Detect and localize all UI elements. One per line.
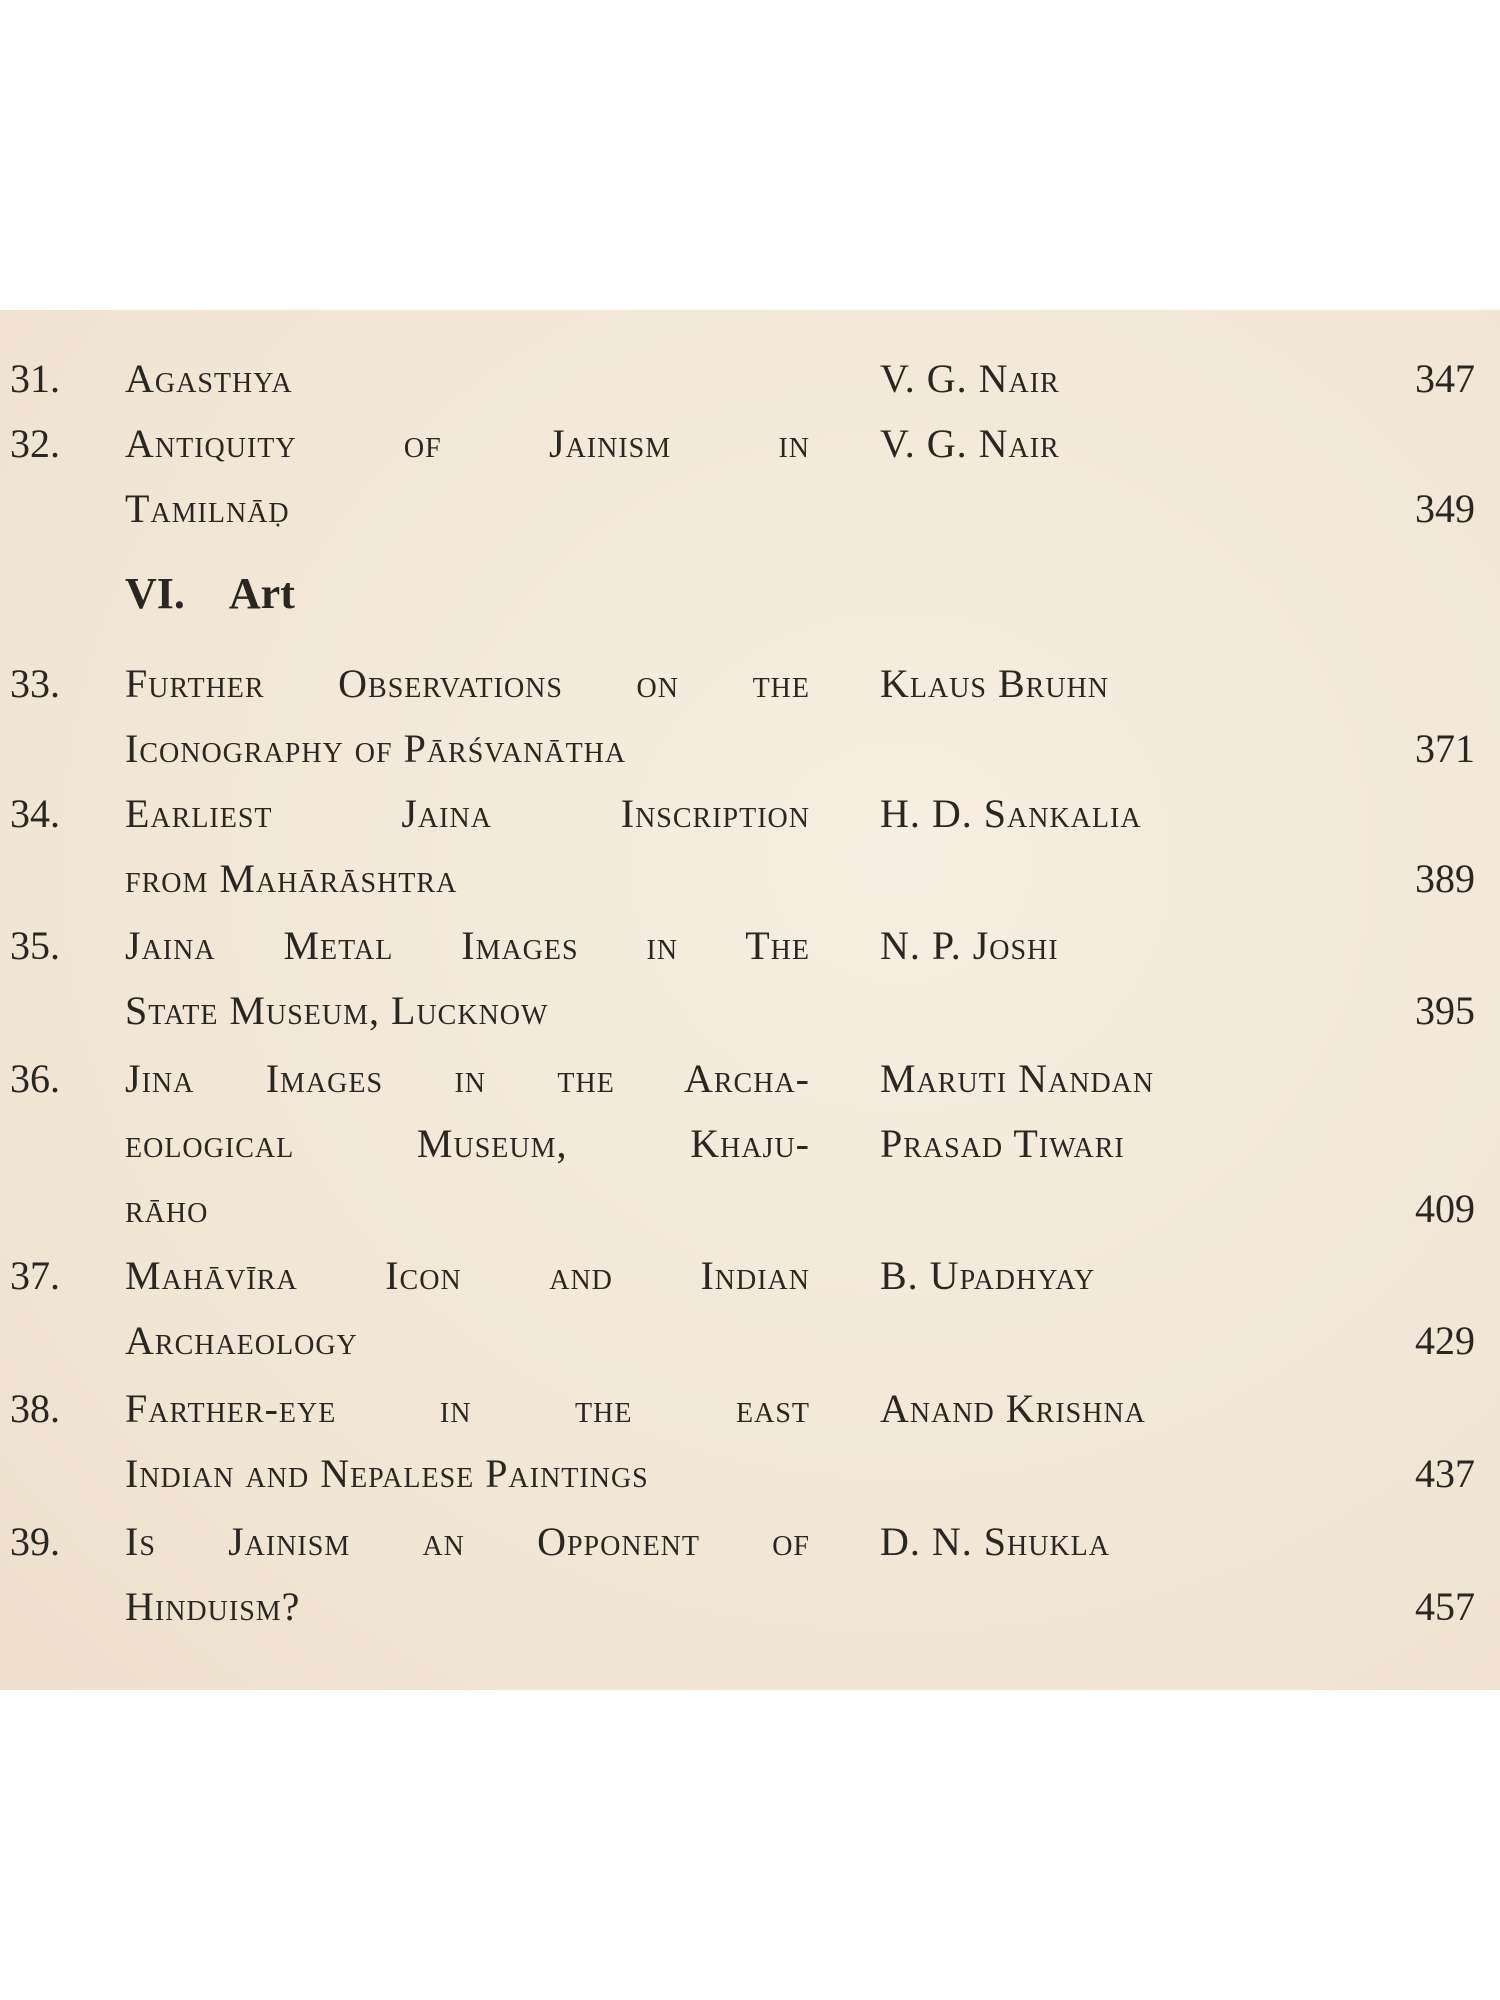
entry-title: from Mahārāshtra <box>125 856 458 901</box>
entry-title: Agasthya <box>125 356 293 401</box>
section-label: Art <box>228 569 295 618</box>
entry-page: 395 <box>1415 988 1475 1033</box>
entry-title: Iconography of Pārśvanātha <box>125 726 627 771</box>
entry-page: 349 <box>1415 486 1475 531</box>
entry-page: 409 <box>1415 1186 1475 1231</box>
section-heading <box>125 568 295 620</box>
entry-page: 457 <box>1415 1584 1475 1629</box>
entry-page: 389 <box>1415 856 1475 901</box>
entry-author: H. D. Sankalia <box>880 791 1142 836</box>
entry-title: Earliest Jaina Inscription <box>125 791 810 836</box>
entry-author: D. N. Shukla <box>880 1519 1111 1564</box>
entry-title: Hinduism? <box>125 1584 301 1629</box>
entry-author: V. G. Nair <box>880 421 1060 466</box>
entry-title: Tamilnāḍ <box>125 486 290 531</box>
entry-title: Archaeology <box>125 1318 358 1363</box>
entry-title: Farther-eye in the east <box>125 1386 810 1431</box>
entry-title: Mahāvīra Icon and Indian <box>125 1253 810 1298</box>
entry-author: Prasad Tiwari <box>880 1121 1125 1166</box>
entry-title: eological Museum, Khaju- <box>125 1121 810 1166</box>
entry-page: 437 <box>1415 1451 1475 1496</box>
entry-title: Jina Images in the Archa- <box>125 1056 810 1101</box>
entry-number: 39. <box>10 1519 60 1564</box>
entry-author: Anand Krishna <box>880 1386 1146 1431</box>
entry-author: B. Upadhyay <box>880 1253 1096 1298</box>
entry-author: Klaus Bruhn <box>880 661 1110 706</box>
entry-title: State Museum, Lucknow <box>125 988 549 1033</box>
entry-author: N. P. Joshi <box>880 923 1059 968</box>
entry-number: 34. <box>10 791 60 836</box>
entry-title: Further Observations on the <box>125 661 810 706</box>
entry-page: 347 <box>1415 356 1475 401</box>
entry-number: 35. <box>10 923 60 968</box>
table-of-contents <box>0 310 1500 1690</box>
entry-title: Antiquity of Jainism in <box>125 421 810 466</box>
entry-number: 38. <box>10 1386 60 1431</box>
entry-title: Jaina Metal Images in The <box>125 923 810 968</box>
entry-number: 36. <box>10 1056 60 1101</box>
entry-title: Is Jainism an Opponent of <box>125 1519 810 1564</box>
entry-author: V. G. Nair <box>880 356 1060 401</box>
entry-number: 33. <box>10 661 60 706</box>
entry-author: Maruti Nandan <box>880 1056 1155 1101</box>
section-numeral: VI. <box>125 569 185 618</box>
entry-title: Indian and Nepalese Paintings <box>125 1451 649 1496</box>
entry-number: 37. <box>10 1253 60 1298</box>
entry-page: 429 <box>1415 1318 1475 1363</box>
entry-number: 32. <box>10 421 60 466</box>
entry-title: rāho <box>125 1186 209 1231</box>
entry-number: 31. <box>10 356 60 401</box>
page-band <box>0 310 1500 1690</box>
entry-page: 371 <box>1415 726 1475 771</box>
